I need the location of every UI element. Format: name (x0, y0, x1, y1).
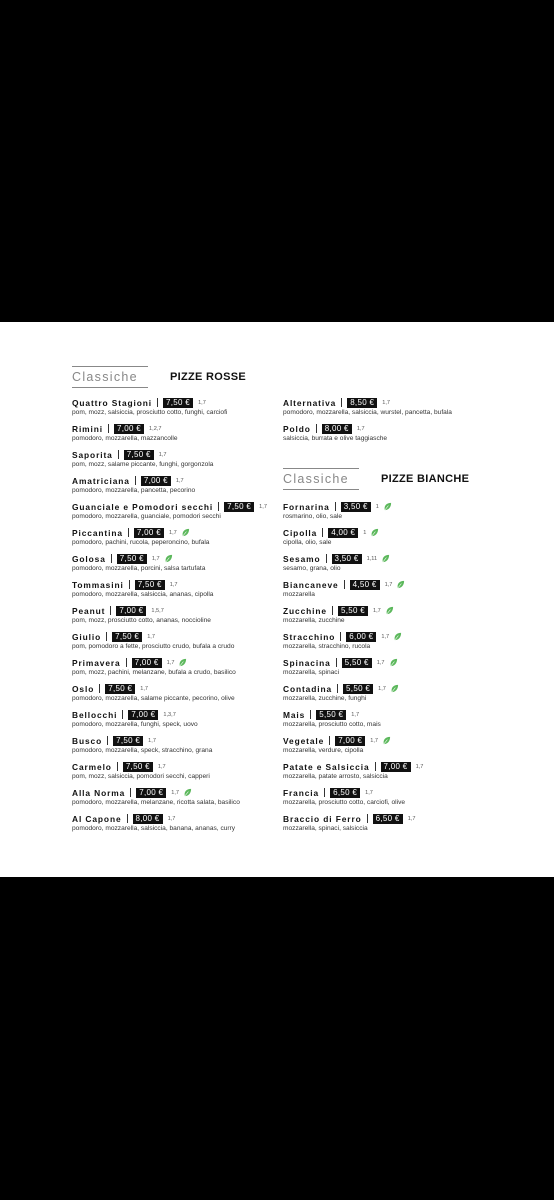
item-ingredients: pom, mozz, salame piccante, funghi, gorgonzola (72, 461, 214, 468)
menu-item-header (283, 397, 523, 408)
separator (340, 632, 341, 641)
leaf-icon (385, 606, 394, 615)
item-ingredients: mozzarella, prosciutto cotto, mais (283, 721, 381, 728)
item-allergens: 1,7 (148, 737, 156, 744)
separator (110, 606, 111, 615)
item-price: 7,00 € (128, 710, 158, 720)
menu-item-header (283, 423, 523, 434)
menu-item-header (283, 735, 523, 746)
item-ingredients: pomodoro, pachini, rucola, peperoncino, bufala (72, 539, 210, 546)
item-allergens: 1,7 (378, 685, 386, 692)
item-allergens: 1,7 (407, 815, 416, 822)
item-ingredients: pomodoro, mozzarella, pancetta, pecorino (72, 487, 196, 494)
menu-item-header (72, 761, 312, 772)
item-allergens: 1,7 (169, 581, 178, 588)
menu-item (283, 813, 523, 832)
item-price: 7,00 € (381, 762, 411, 772)
item-name: Piccantina (72, 527, 123, 538)
leaf-icon (183, 788, 192, 797)
item-name: Peanut (72, 605, 106, 616)
menu-item-header (283, 761, 523, 772)
menu-item (283, 423, 523, 442)
separator (111, 554, 112, 563)
menu-item (283, 631, 523, 650)
item-ingredients: mozzarella, stracchino, rucola (283, 643, 371, 650)
item-name: Vegetale (283, 735, 325, 746)
separator (118, 450, 119, 459)
item-ingredients: mozzarella, spinaci, salsiccia (283, 825, 368, 832)
menu-item-header (283, 527, 523, 538)
item-name: Zucchine (283, 605, 327, 616)
item-price: 5,50 € (338, 606, 368, 616)
item-ingredients: pom, pomodoro a fette, prosciutto crudo, bufala a crudo (72, 643, 235, 650)
item-price: 6,50 € (373, 814, 403, 824)
separator (344, 580, 345, 589)
separator (337, 684, 338, 693)
item-name: Cipolla (283, 527, 318, 538)
menu-item-header (72, 527, 312, 538)
category-title: PIZZE BIANCHE (381, 473, 470, 485)
item-allergens: 1,7 (381, 633, 390, 640)
item-name: Stracchino (283, 631, 336, 642)
item-name: Patate e Salsiccia (283, 761, 370, 772)
menu-item-header (72, 501, 312, 512)
separator (322, 528, 323, 537)
menu-item (283, 501, 523, 520)
separator (99, 684, 100, 693)
menu-item-header (283, 553, 523, 564)
menu-item (283, 397, 523, 416)
item-price: 7,50 € (117, 554, 147, 564)
item-ingredients: pomodoro, mozzarella, salame piccante, pecorino, olive (72, 695, 235, 702)
separator (135, 476, 136, 485)
item-name: Oslo (72, 683, 95, 694)
item-price: 7,50 € (123, 762, 153, 772)
menu-item (72, 657, 312, 676)
menu-page (0, 322, 554, 877)
item-name: Guanciale e Pomodori secchi (72, 501, 214, 512)
separator (157, 398, 158, 407)
item-name: Alla Norma (72, 787, 126, 798)
item-name: Francia (283, 787, 320, 798)
separator (375, 762, 376, 771)
item-price: 7,50 € (124, 450, 154, 460)
item-ingredients: pom, mozz, pachini, melanzane, bufala a crudo, basilico (72, 669, 236, 676)
item-name: Giulio (72, 631, 102, 642)
menu-item (72, 423, 312, 442)
menu-item (72, 449, 312, 468)
item-allergens: 1,7 (370, 737, 379, 744)
menu-item-header (72, 397, 312, 408)
menu-item (72, 813, 312, 832)
item-ingredients: pom, mozz, prosciutto cotto, ananas, noccioline (72, 617, 211, 624)
menu-item-header (283, 787, 523, 798)
item-ingredients: pomodoro, mozzarella, salsiccia, ananas, cipolla (72, 591, 214, 598)
menu-item-header (283, 709, 523, 720)
menu-item-header (72, 683, 312, 694)
separator (126, 658, 127, 667)
menu-item (283, 761, 523, 780)
item-allergens: 1,7 (415, 763, 424, 770)
menu-item (72, 761, 312, 780)
menu-item-header (72, 735, 312, 746)
item-name: Biancaneve (283, 579, 339, 590)
menu-item-header (283, 501, 523, 512)
item-ingredients: salsiccia, burrata e olive taggiasche (283, 435, 388, 442)
item-allergens: 1,2,7 (149, 425, 162, 432)
menu-item-header (72, 605, 312, 616)
item-name: Mais (283, 709, 306, 720)
item-allergens: 1,7 (166, 659, 175, 666)
separator (122, 710, 123, 719)
separator (130, 788, 131, 797)
item-price: 7,00 € (134, 528, 164, 538)
item-price: 5,50 € (342, 658, 372, 668)
item-name: Sesamo (283, 553, 321, 564)
menu-item (72, 553, 312, 572)
item-name: Poldo (283, 423, 311, 434)
item-ingredients: pomodoro, mozzarella, salsiccia, wurstel, pancetta, bufala (283, 409, 452, 416)
leaf-icon (370, 528, 379, 537)
separator (335, 502, 336, 511)
item-price: 3,50 € (332, 554, 362, 564)
menu-item (283, 605, 523, 624)
divider (72, 366, 148, 367)
separator (108, 424, 109, 433)
item-ingredients: mozzarella, verdure, cipolla (283, 747, 364, 754)
separator (107, 736, 108, 745)
item-allergens: 1,7 (259, 503, 267, 510)
item-allergens: 1,7 (198, 399, 206, 406)
item-price: 5,50 € (343, 684, 373, 694)
item-ingredients: pomodoro, mozzarella, melanzane, ricotta salata, basilico (72, 799, 240, 806)
separator (329, 736, 330, 745)
menu-item (72, 527, 312, 546)
menu-item (283, 579, 523, 598)
leaf-icon (389, 658, 398, 667)
item-price: 7,00 € (116, 606, 146, 616)
menu-item (72, 631, 312, 650)
item-name: Al Capone (72, 813, 122, 824)
item-ingredients: pomodoro, mozzarella, salsiccia, banana, ananas, curry (72, 825, 236, 832)
item-allergens: 1,7 (168, 529, 177, 536)
item-price: 8,00 € (133, 814, 163, 824)
menu-item-header (72, 553, 312, 564)
leaf-icon (164, 554, 173, 563)
item-price: 7,50 € (113, 736, 143, 746)
item-allergens: 1,7 (158, 451, 167, 458)
leaf-icon (393, 632, 402, 641)
item-ingredients: mozzarella, spinaci (283, 669, 340, 676)
item-price: 7,00 € (136, 788, 166, 798)
separator (316, 424, 317, 433)
leaf-icon (390, 684, 399, 693)
item-allergens: 1,7 (147, 633, 155, 640)
item-price: 5,50 € (316, 710, 346, 720)
item-ingredients: rosmarino, olio, sale (283, 513, 343, 520)
item-allergens: 1,7 (351, 711, 360, 718)
item-allergens: 1,7 (384, 581, 393, 588)
item-allergens: 1 (363, 529, 367, 536)
menu-item (72, 683, 312, 702)
menu-item-header (283, 657, 523, 668)
separator (218, 502, 219, 511)
item-price: 7,50 € (135, 580, 165, 590)
menu-item-header (72, 579, 312, 590)
leaf-icon (181, 528, 190, 537)
item-allergens: 1,7 (157, 763, 166, 770)
divider (283, 489, 359, 490)
item-allergens: 1,5,7 (151, 607, 164, 614)
separator (367, 814, 368, 823)
item-price: 7,00 € (335, 736, 365, 746)
item-allergens: 1,7 (382, 399, 391, 406)
item-name: Bellocchi (72, 709, 118, 720)
menu-item-header (72, 449, 312, 460)
item-allergens: 1,7 (365, 789, 373, 796)
item-name: Alternativa (283, 397, 337, 408)
item-price: 7,50 € (163, 398, 193, 408)
item-allergens: 1,7 (140, 685, 149, 692)
separator (106, 632, 107, 641)
item-name: Golosa (72, 553, 106, 564)
item-name: Spinacina (283, 657, 331, 668)
menu-item (283, 657, 523, 676)
item-name: Amatriciana (72, 475, 130, 486)
item-ingredients: pom, mozz, salsiccia, pomodori secchi, capperi (72, 773, 210, 780)
menu-item (72, 475, 312, 494)
section-subtitle: Classiche (283, 472, 349, 486)
menu-item (72, 501, 312, 520)
item-allergens: 1,7 (167, 815, 176, 822)
separator (128, 528, 129, 537)
menu-item (283, 709, 523, 728)
menu-item-header (72, 475, 312, 486)
item-allergens: 1,7 (151, 555, 160, 562)
menu-item-header (72, 813, 312, 824)
item-price: 7,50 € (112, 632, 142, 642)
item-name: Tommasini (72, 579, 124, 590)
separator (336, 658, 337, 667)
divider (283, 468, 359, 469)
separator (117, 762, 118, 771)
item-name: Rimini (72, 423, 103, 434)
item-name: Busco (72, 735, 103, 746)
leaf-icon (382, 736, 391, 745)
menu-item (72, 397, 312, 416)
menu-item (283, 683, 523, 702)
menu-item-header (283, 683, 523, 694)
separator (324, 788, 325, 797)
item-allergens: 1,3,7 (163, 711, 176, 718)
menu-item (72, 605, 312, 624)
item-price: 3,50 € (341, 502, 371, 512)
item-name: Carmelo (72, 761, 112, 772)
item-ingredients: sesamo, grana, olio (283, 565, 341, 572)
separator (341, 398, 342, 407)
item-price: 7,00 € (141, 476, 171, 486)
leaf-icon (178, 658, 187, 667)
item-name: Quattro Stagioni (72, 397, 153, 408)
menu-item (72, 579, 312, 598)
menu-item-header (72, 709, 312, 720)
menu-item-header (72, 657, 312, 668)
item-price: 6,50 € (330, 788, 360, 798)
leaf-icon (396, 580, 405, 589)
item-allergens: 1,7 (376, 659, 385, 666)
item-ingredients: pomodoro, mozzarella, speck, stracchino, grana (72, 747, 213, 754)
item-ingredients: pomodoro, mozzarella, mazzancolle (72, 435, 178, 442)
item-price: 7,50 € (224, 502, 254, 512)
item-price: 4,00 € (328, 528, 358, 538)
separator (127, 814, 128, 823)
menu-item (283, 735, 523, 754)
item-allergens: 1,11 (366, 555, 378, 562)
item-allergens: 1,7 (175, 477, 184, 484)
menu-item-header (72, 631, 312, 642)
menu-item (283, 553, 523, 572)
item-price: 8,00 € (322, 424, 352, 434)
item-allergens: 1,7 (356, 425, 365, 432)
item-price: 7,00 € (132, 658, 162, 668)
item-allergens: 1,7 (373, 607, 381, 614)
menu-item (283, 527, 523, 546)
item-price: 8,50 € (347, 398, 377, 408)
item-allergens: 1,7 (171, 789, 180, 796)
menu-item (72, 735, 312, 754)
item-allergens: 1 (375, 503, 379, 510)
menu-item (72, 709, 312, 728)
leaf-icon (383, 502, 392, 511)
item-ingredients: mozzarella (283, 591, 315, 598)
item-ingredients: pomodoro, mozzarella, guanciale, pomodori secchi (72, 513, 221, 520)
separator (326, 554, 327, 563)
menu-item-header (72, 787, 312, 798)
item-name: Primavera (72, 657, 121, 668)
item-price: 7,50 € (105, 684, 135, 694)
item-ingredients: cipolla, olio, sale (283, 539, 332, 546)
separator (129, 580, 130, 589)
item-price: 7,00 € (114, 424, 144, 434)
section-subtitle: Classiche (72, 370, 138, 384)
menu-item-header (72, 423, 312, 434)
item-name: Saporita (72, 449, 113, 460)
item-ingredients: mozzarella, prosciutto cotto, carciofi, olive (283, 799, 406, 806)
item-name: Braccio di Ferro (283, 813, 362, 824)
item-ingredients: mozzarella, zucchine (283, 617, 345, 624)
leaf-icon (381, 554, 390, 563)
menu-item-header (283, 605, 523, 616)
category-title: PIZZE ROSSE (170, 371, 247, 383)
menu-item-header (283, 579, 523, 590)
item-ingredients: mozzarella, zucchine, funghi (283, 695, 367, 702)
menu-item (72, 787, 312, 806)
separator (310, 710, 311, 719)
item-price: 6,00 € (346, 632, 376, 642)
item-name: Fornarina (283, 501, 330, 512)
divider (72, 387, 148, 388)
item-ingredients: pomodoro, mozzarella, funghi, speck, uovo (72, 721, 198, 728)
item-ingredients: pom, mozz, salsiccia, prosciutto cotto, funghi, carciofi (72, 409, 228, 416)
item-ingredients: mozzarella, patate arrosto, salsiccia (283, 773, 388, 780)
item-ingredients: pomodoro, mozzarella, porcini, salsa tartufata (72, 565, 206, 572)
menu-item (283, 787, 523, 806)
menu-item-header (283, 631, 523, 642)
menu-item-header (283, 813, 523, 824)
item-name: Contadina (283, 683, 333, 694)
separator (332, 606, 333, 615)
item-price: 4,50 € (350, 580, 380, 590)
